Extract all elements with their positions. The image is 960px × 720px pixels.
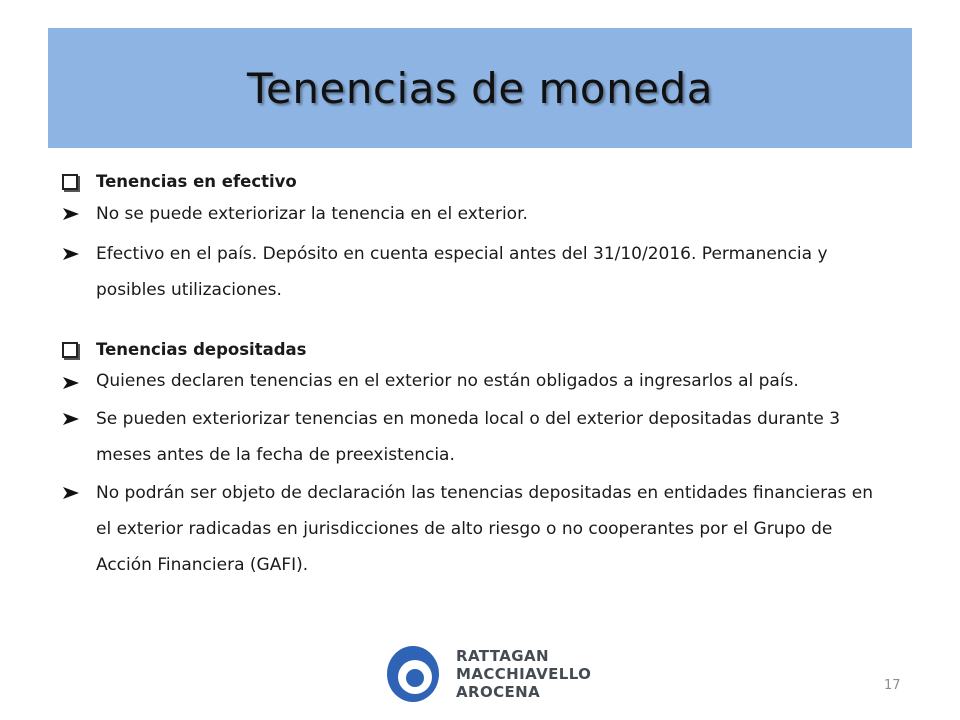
list-item — [60, 198, 890, 230]
list-item-text: Se pueden exteriorizar tenencias en moneda local o del exterior depositadas durante 3 meses antes de la fecha de preexistencia. — [96, 409, 841, 465]
checkbox-square-icon — [62, 334, 84, 366]
list-item — [60, 475, 890, 583]
logo-line: AROCENA — [456, 683, 541, 701]
list-item — [60, 401, 890, 473]
arrowhead-icon — [62, 236, 84, 272]
list-item-text: No se puede exteriorizar la tenencia en el exterior. — [96, 204, 528, 224]
arrowhead-icon — [62, 371, 84, 395]
list-item-text: Quienes declaren tenencias en el exterior no están obligados a ingresarlos al país. — [96, 371, 799, 391]
arrowhead-icon — [62, 198, 84, 230]
slide-body — [60, 166, 890, 583]
title-band — [48, 28, 912, 148]
logo-line: RATTAGAN — [456, 647, 549, 665]
list-item — [60, 366, 890, 392]
logo-line: MACCHIAVELLO — [456, 665, 592, 683]
page-number: 17 — [884, 678, 901, 693]
section-heading-text: Tenencias depositadas — [96, 340, 307, 359]
section-heading — [60, 334, 890, 366]
section-heading-text: Tenencias en efectivo — [96, 172, 297, 191]
list-item-text: No podrán ser objeto de declaración las tenencias depositadas en entidades financieras en el exterior radicadas en jurisdicciones de alto riesgo o no cooperantes por el Grupo de Acción Financiera (GAFI). — [96, 483, 874, 575]
arrowhead-icon — [62, 475, 84, 511]
list-item-text: Efectivo en el país. Depósito en cuenta especial antes del 31/10/2016. Permanencia y posibles utilizaciones. — [96, 244, 828, 300]
list-item — [60, 236, 890, 308]
company-logo — [384, 644, 591, 704]
section-heading — [60, 166, 890, 198]
logo-emblem-icon — [384, 644, 442, 704]
checkbox-square-icon — [62, 166, 84, 198]
slide-title: Tenencias de moneda — [247, 63, 713, 113]
logo-text — [456, 647, 591, 701]
arrowhead-icon — [62, 401, 84, 437]
